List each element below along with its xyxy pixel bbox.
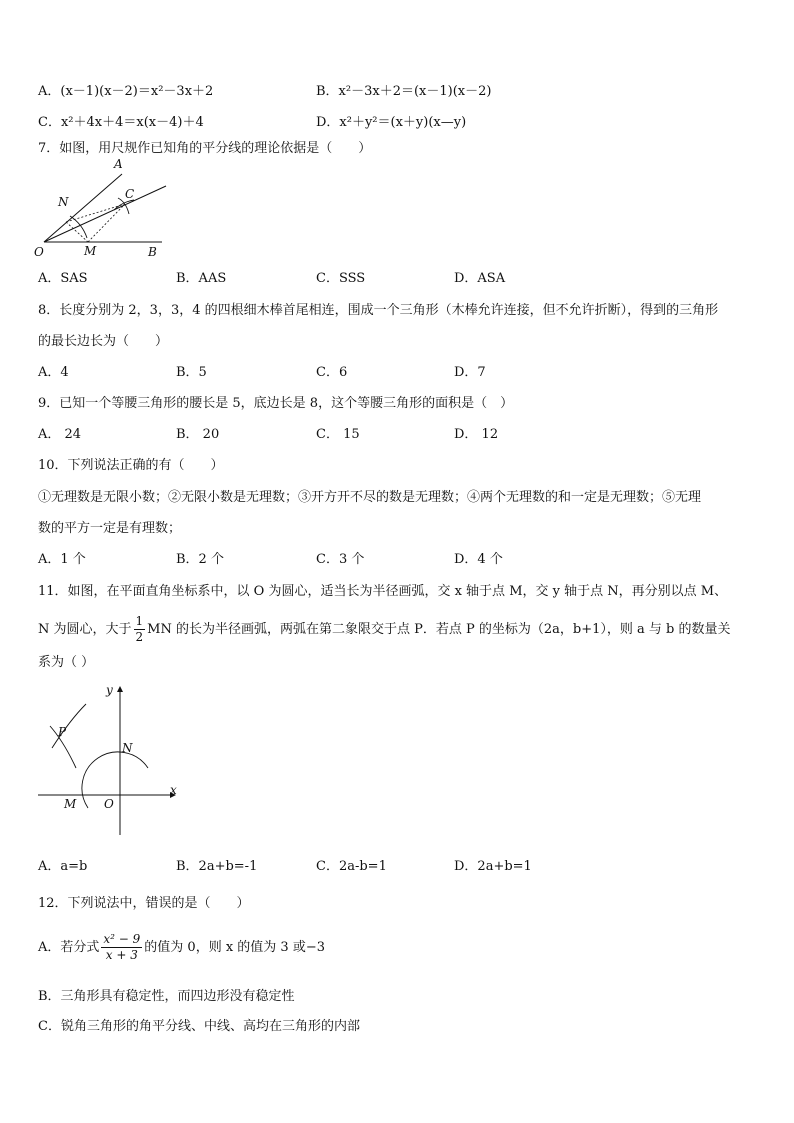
q12-option-c: C．锐角三角形的角平分线、中线、高均在三角形的内部 <box>38 1019 360 1034</box>
q12-option-a-post: 的值为 0，则 x 的值为 3 或−3 <box>144 940 325 955</box>
q11-stem-line3: 系为（ ） <box>38 655 95 670</box>
q12-fraction <box>101 932 142 963</box>
q9-option-c: C． 15 <box>316 427 360 442</box>
q12-fraction-numerator: x² − 9 <box>103 932 141 946</box>
q12-option-a-pre: A．若分式 <box>38 940 100 955</box>
q11-option-a: A．a=b <box>38 859 88 874</box>
q7-option-c: C．SSS <box>316 271 366 286</box>
q9-stem: 9．已知一个等腰三角形的腰长是 5，底边长是 8，这个等腰三角形的面积是（ ） <box>38 396 514 411</box>
q9-option-a: A． 24 <box>38 427 82 442</box>
q10-body-line1: ①无理数是无限小数；②无限小数是无理数；③开方开不尽的数是无理数；④两个无理数的和一定是无理数；⑤无理 <box>38 490 702 505</box>
q7-option-d: D．ASA <box>454 271 506 286</box>
q10-body-line2: 数的平方一定是有理数； <box>38 521 182 536</box>
q8-option-a: A．4 <box>38 365 69 380</box>
q10-option-c: C．3 个 <box>316 552 365 567</box>
q10-option-d: D．4 个 <box>454 552 503 567</box>
q11-label-m: M <box>64 797 77 811</box>
q7-angle-bisector-figure <box>30 158 180 268</box>
q12-option-a <box>38 928 325 968</box>
q11-stem-line1: 11．如图，在平面直角坐标系中，以 O 为圆心，适当长为半径画弧，交 x 轴于点 M，交 y 轴于点 N，再分别以点 M、 <box>38 584 728 599</box>
q9-option-b: B． 20 <box>176 427 220 442</box>
q12-stem: 12．下列说法中，错误的是（ ） <box>38 896 250 911</box>
q6-option-c: C．x²＋4x＋4＝x(x－4)＋4 <box>38 115 204 130</box>
q7-option-b: B．AAS <box>176 271 227 286</box>
q7-label-m: M <box>84 244 97 258</box>
q8-option-d: D．7 <box>454 365 486 380</box>
q11-fraction-denominator: 2 <box>135 630 144 644</box>
q11-label-p: P <box>58 725 67 739</box>
q12-option-b: B．三角形具有稳定性，而四边形没有稳定性 <box>38 989 295 1004</box>
q7-option-a: A．SAS <box>38 271 88 286</box>
q12-fraction-denominator: x + 3 <box>105 948 138 962</box>
q7-label-a: A <box>114 158 123 171</box>
q7-label-o: O <box>34 245 44 259</box>
q11-stem-line2-pre: N 为圆心，大于 <box>38 622 132 637</box>
q6-option-d: D．x²＋y²＝(x＋y)(x—y) <box>316 115 467 130</box>
q11-coordinate-figure <box>30 680 190 840</box>
q11-option-d: D．2a+b=1 <box>454 859 532 874</box>
q11-stem-line2-post: MN 的长为半径画弧，两弧在第二象限交于点 P．若点 P 的坐标为（2a，b+1），则 a 与 b 的数量关 <box>147 622 731 637</box>
q8-stem-line2: 的最长边长为（ ） <box>38 334 169 349</box>
q7-label-c: C <box>125 187 135 201</box>
q7-label-n: N <box>58 195 69 209</box>
q11-stem-line2 <box>38 610 730 650</box>
q11-label-o: O <box>104 797 114 811</box>
q9-option-d: D． 12 <box>454 427 499 442</box>
q10-option-b: B．2 个 <box>176 552 224 567</box>
q8-option-b: B．5 <box>176 365 207 380</box>
q7-label-b: B <box>148 245 157 259</box>
q8-stem-line1: 8．长度分别为 2，3，3，4 的四根细木棒首尾相连，围成一个三角形（木棒允许连接，但不允许折断），得到的三角形 <box>38 303 719 318</box>
q11-fraction <box>134 614 146 645</box>
q11-label-n: N <box>122 741 133 755</box>
q11-option-b: B．2a+b=-1 <box>176 859 258 874</box>
q11-fraction-numerator: 1 <box>135 614 144 628</box>
q10-stem: 10．下列说法正确的有（ ） <box>38 458 224 473</box>
q11-option-c: C．2a-b=1 <box>316 859 387 874</box>
q8-option-c: C．6 <box>316 365 348 380</box>
q11-label-x: x <box>170 783 177 797</box>
q10-option-a: A．1 个 <box>38 552 86 567</box>
q11-label-y: y <box>106 683 113 697</box>
q6-option-b: B．x²－3x＋2＝(x－1)(x－2) <box>316 84 492 99</box>
q6-option-a: A．(x－1)(x－2)＝x²－3x＋2 <box>38 84 214 99</box>
q7-stem: 7．如图，用尺规作已知角的平分线的理论依据是（ ） <box>38 141 372 156</box>
